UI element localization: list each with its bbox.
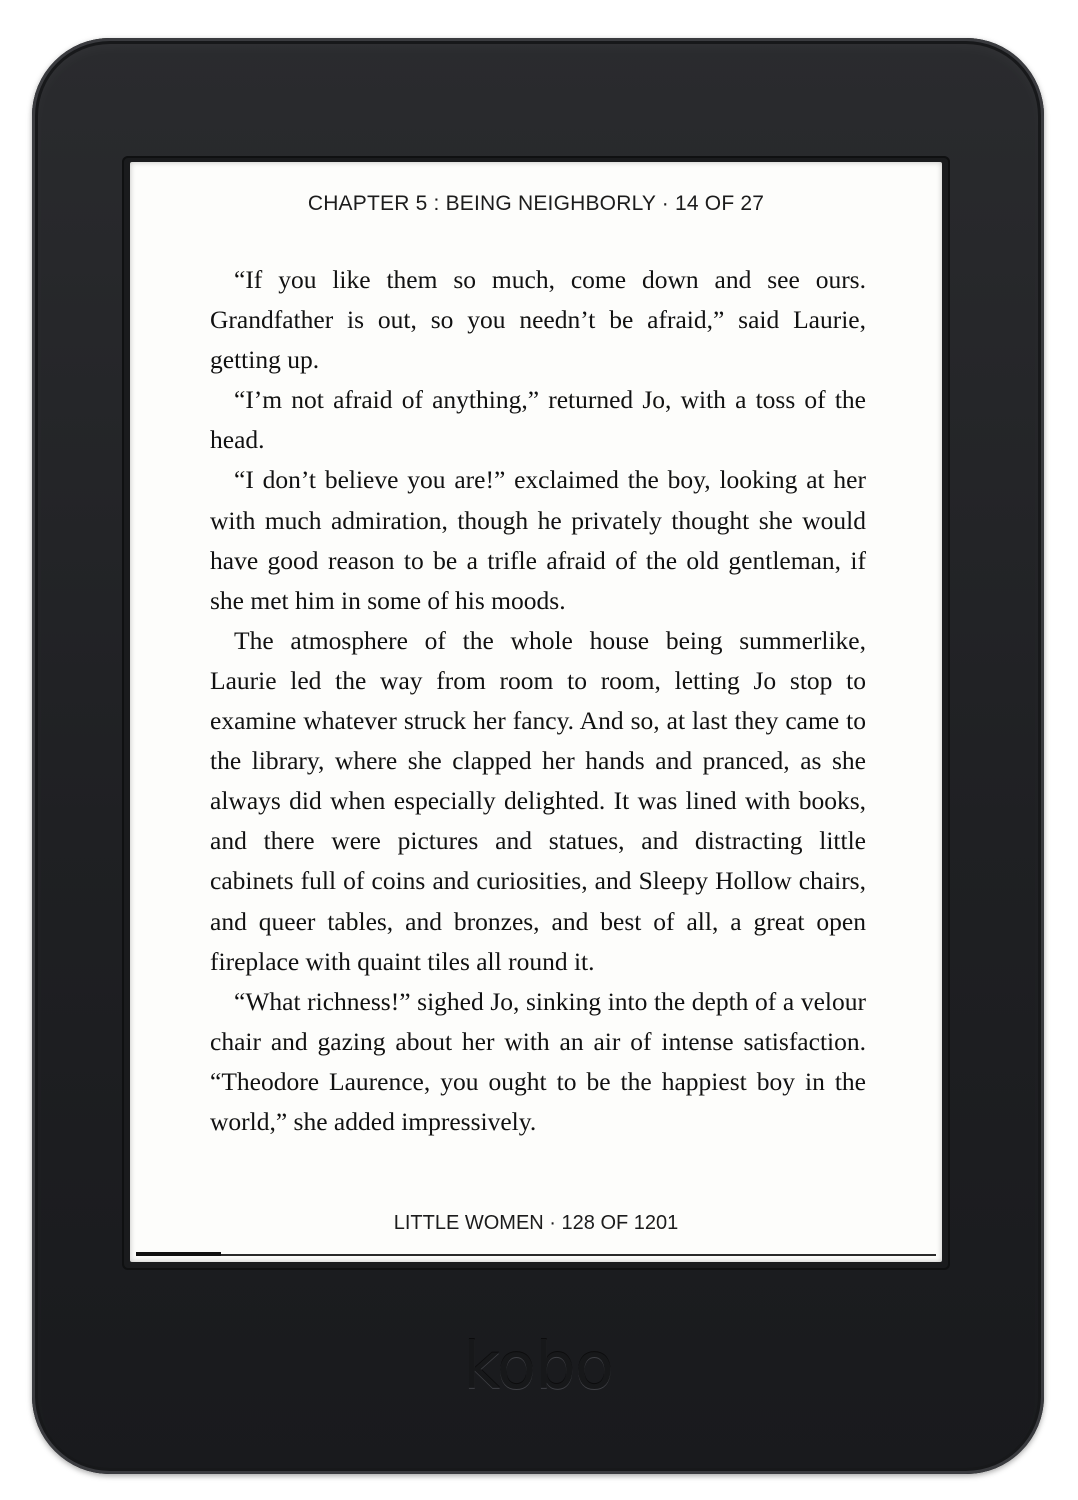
ereader-device <box>32 38 1044 1474</box>
chapter-header[interactable]: CHAPTER 5 : BEING NEIGHBORLY · 14 OF 27 <box>307 192 765 215</box>
paragraph: “I don’t believe you are!” exclaimed the boy, looking at her with much admiration, though he privately thought she would have good reason to be a trifle afraid of the old gentleman, if she met him in some of his moods. <box>210 465 866 615</box>
reading-progress-bar <box>136 1254 936 1256</box>
kobo-logo: kobo <box>463 1330 613 1404</box>
paragraph: “I’m not afraid of anything,” returned Jo, with a toss of the head. <box>210 385 866 455</box>
paragraph: “What richness!” sighed Jo, sinking into the depth of a velour chair and gazing about her with an air of intense satisfaction. “Theodore Laurence, you ought to be the happiest boy in the world,” she added impressively. <box>210 986 866 1136</box>
paragraph: “If you like them so much, come down and see ours. Grandfather is out, so you needn’t be afraid,” said Laurie, getting up. <box>210 265 866 375</box>
book-progress-footer[interactable]: LITTLE WOMEN · 128 OF 1201 <box>393 1212 679 1234</box>
page-text[interactable] <box>210 260 866 1142</box>
paragraph: The atmosphere of the whole house being summerlike, Laurie led the way from room to room, letting Jo stop to examine whatever struck her fancy. And so, at last they came to the library, where she clapped her hands and pranced, as she always did when especially delighted. It was lined with books, and there were pictures and statues, and distracting little cabinets full of coins and curiosities, and Sleepy Hollow chairs, and queer tables, and bronzes, and best of all, a great open fireplace with quaint tiles all round it. <box>210 625 866 976</box>
eink-screen[interactable] <box>130 162 942 1262</box>
reading-progress-fill <box>136 1252 221 1256</box>
